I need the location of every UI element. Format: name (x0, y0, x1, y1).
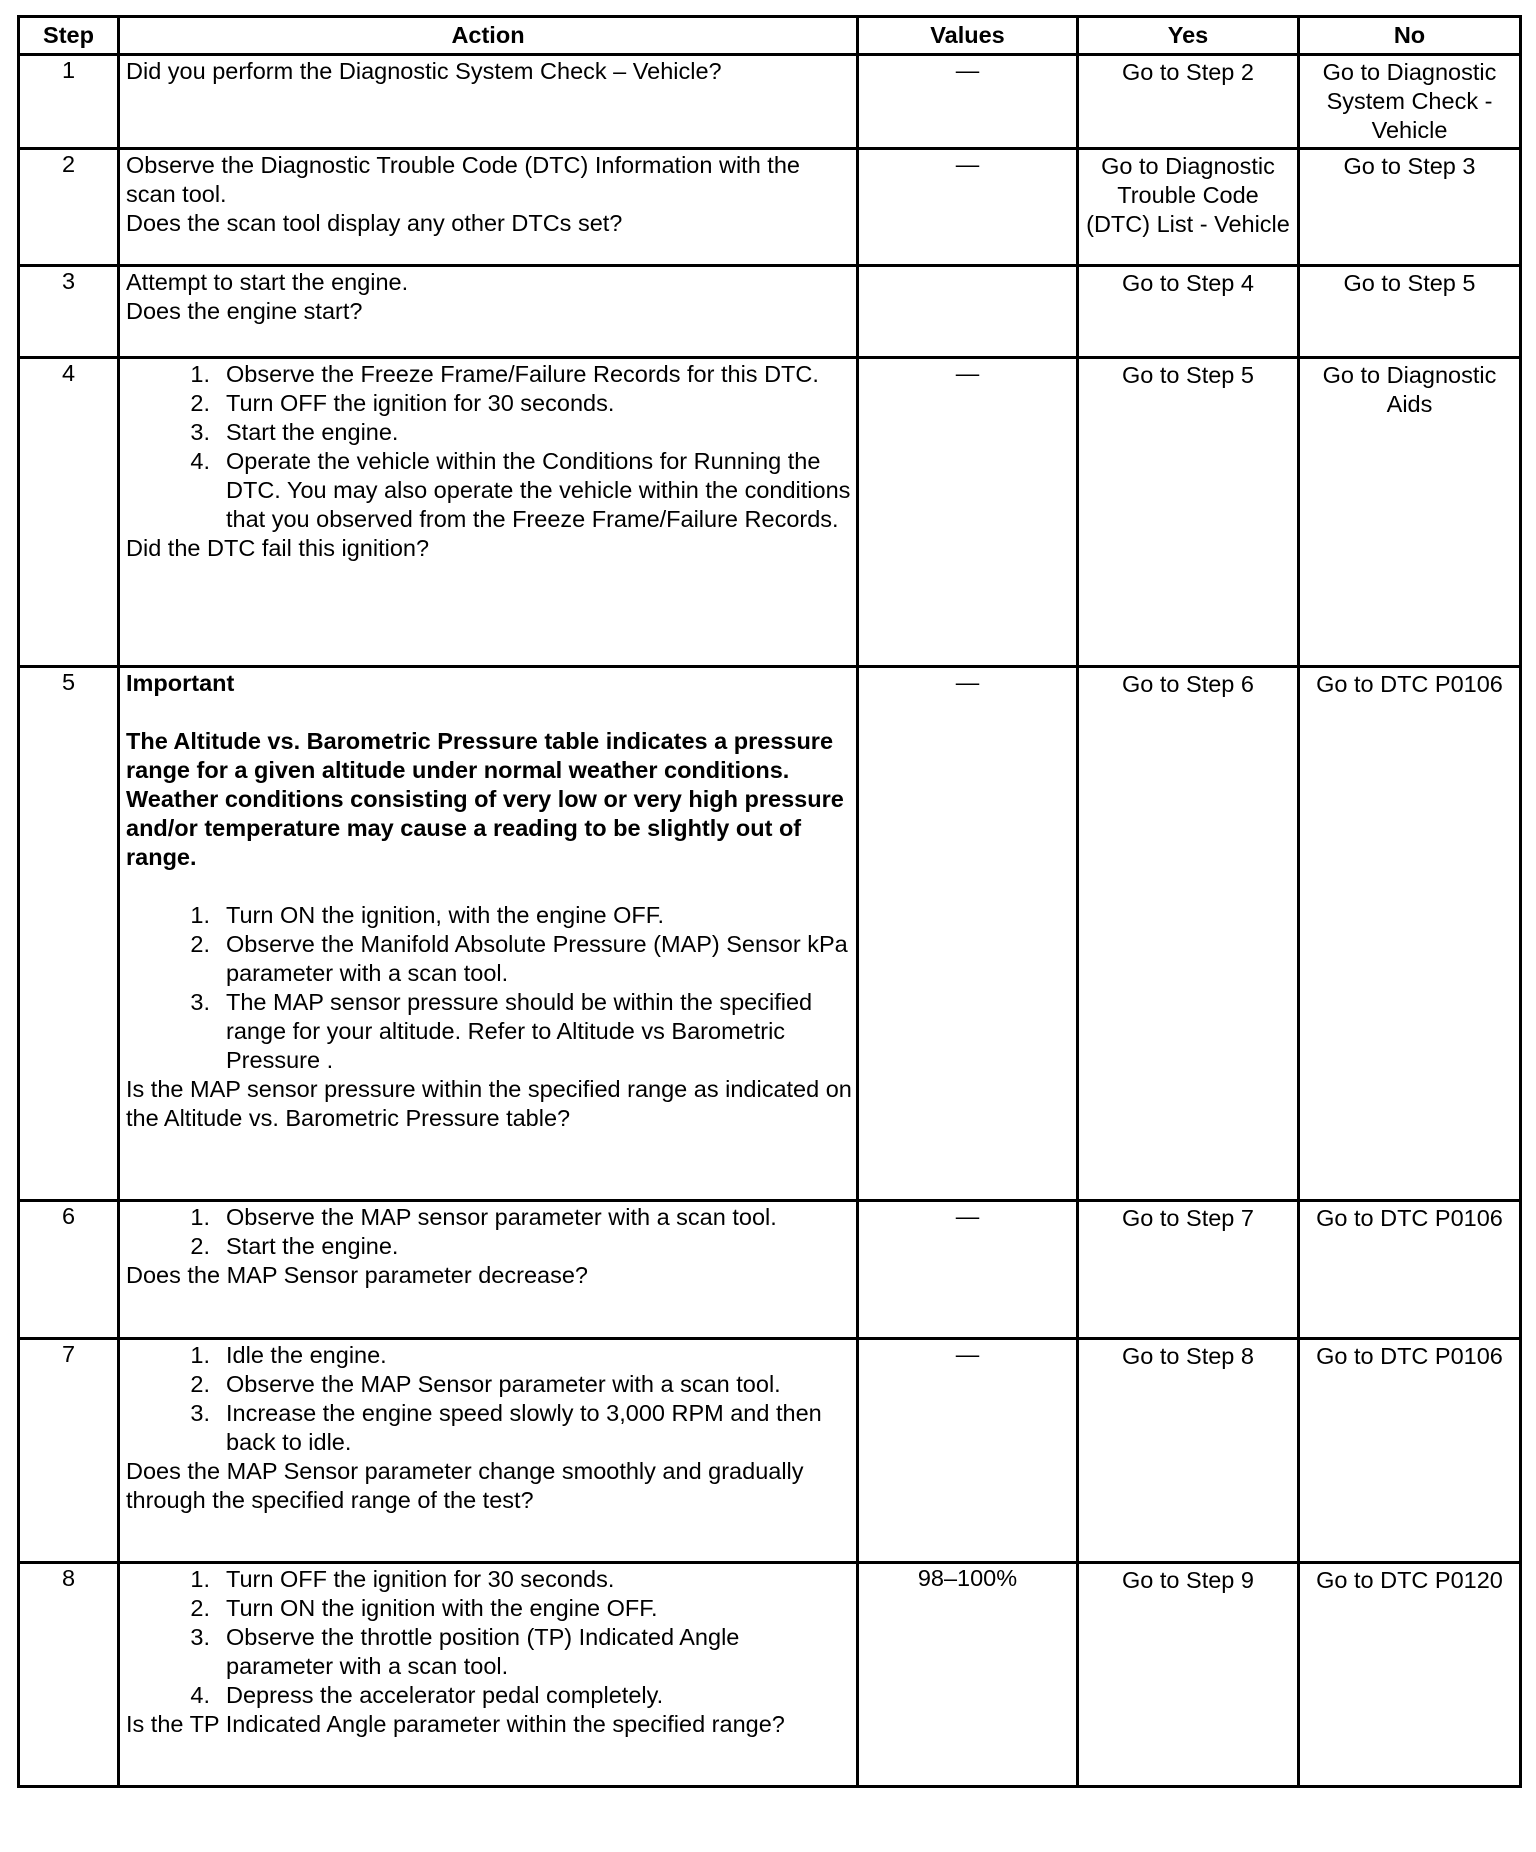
list-item: 2. Start the engine. (190, 1233, 399, 1259)
yes-cell (1078, 1339, 1299, 1563)
table-row (19, 1563, 1521, 1787)
yes-cell (1078, 149, 1299, 266)
step-number: 7 (19, 1339, 119, 1563)
action-text: Observe the Diagnostic Trouble Code (DTC) Information with the scan tool. (126, 152, 800, 207)
step-number: 3 (19, 266, 119, 358)
no-cell (1299, 1563, 1521, 1787)
no-cell (1299, 1339, 1521, 1563)
list-item: 2. Observe the Manifold Absolute Pressure (MAP) Sensor kPa parameter with a scan tool. (190, 931, 848, 986)
action-cell (119, 266, 858, 358)
list-item: 3. Start the engine. (190, 419, 399, 445)
yes-cell (1078, 266, 1299, 358)
no-cell (1299, 667, 1521, 1201)
action-question: Is the TP Indicated Angle parameter within the specified range? (126, 1711, 785, 1737)
step-number: 6 (19, 1201, 119, 1339)
table-row (19, 55, 1521, 149)
step-number: 8 (19, 1563, 119, 1787)
action-cell (119, 358, 858, 667)
header-values: Values (858, 17, 1078, 55)
values-cell (858, 266, 1078, 358)
action-question: Does the scan tool display any other DTCs set? (126, 210, 623, 236)
action-question: Does the engine start? (126, 298, 363, 324)
table-row (19, 1201, 1521, 1339)
table-row (19, 1339, 1521, 1563)
yes-cell (1078, 55, 1299, 149)
action-list (126, 1565, 852, 1710)
action-cell (119, 667, 858, 1201)
action-question: Did the DTC fail this ignition? (126, 535, 430, 561)
values-cell: — (858, 358, 1078, 667)
header-no: No (1299, 17, 1521, 55)
step-number: 1 (19, 55, 119, 149)
values-cell: 98–100% (858, 1563, 1078, 1787)
no-link[interactable]: Go to Diagnostic Aids (1322, 362, 1497, 417)
yes-cell (1078, 1563, 1299, 1787)
no-link[interactable]: Go to Step 5 (1343, 270, 1476, 296)
list-item: 1. Observe the Freeze Frame/Failure Records for this DTC. (190, 361, 819, 387)
table-row (19, 358, 1521, 667)
header-row (19, 17, 1521, 55)
yes-link[interactable]: Go to Diagnostic Trouble Code (DTC) List - Vehicle (1086, 153, 1290, 237)
important-note: The Altitude vs. Barometric Pressure table indicates a pressure range for a given altitude under normal weather conditions. Weather conditions consisting of very low or very high pressure and/or temperature may cause a reading to be slightly out of range. (126, 728, 844, 870)
action-list (126, 1203, 852, 1261)
no-cell (1299, 266, 1521, 358)
yes-cell (1078, 667, 1299, 1201)
yes-link[interactable]: Go to Step 4 (1122, 270, 1254, 296)
no-cell (1299, 358, 1521, 667)
step-number: 2 (19, 149, 119, 266)
step-number: 5 (19, 667, 119, 1201)
no-cell (1299, 55, 1521, 149)
yes-cell (1078, 358, 1299, 667)
header-action: Action (119, 17, 858, 55)
yes-link[interactable]: Go to Step 5 (1122, 362, 1254, 388)
action-list (126, 360, 852, 534)
list-item: 1. Observe the MAP sensor parameter with a scan tool. (190, 1204, 777, 1230)
no-cell (1299, 1201, 1521, 1339)
list-item: 2. Observe the MAP Sensor parameter with a scan tool. (190, 1371, 781, 1397)
header-yes: Yes (1078, 17, 1299, 55)
action-list (126, 901, 852, 1075)
action-cell (119, 149, 858, 266)
no-link[interactable]: Go to DTC P0106 (1316, 1205, 1503, 1231)
yes-link[interactable]: Go to Step 6 (1122, 671, 1254, 697)
no-link[interactable]: Go to Step 3 (1343, 153, 1476, 179)
table-row (19, 667, 1521, 1201)
header-step: Step (19, 17, 119, 55)
list-item: 3. Increase the engine speed slowly to 3,000 RPM and then back to idle. (190, 1400, 822, 1455)
list-item: 3. Observe the throttle position (TP) Indicated Angle parameter with a scan tool. (190, 1624, 740, 1679)
list-item: 1. Turn OFF the ignition for 30 seconds. (190, 1566, 615, 1592)
values-cell: — (858, 55, 1078, 149)
no-link[interactable]: Go to DTC P0106 (1316, 1343, 1503, 1369)
list-item: 2. Turn OFF the ignition for 30 seconds. (190, 390, 615, 416)
diagnostic-table (17, 15, 1522, 1788)
values-cell: — (858, 667, 1078, 1201)
list-item: 2. Turn ON the ignition with the engine OFF. (190, 1595, 658, 1621)
yes-link[interactable]: Go to Step 9 (1122, 1567, 1254, 1593)
list-item: 3. The MAP sensor pressure should be within the specified range for your altitude. Refer to Altitude vs Barometric Pressure . (190, 989, 813, 1073)
values-cell: — (858, 1339, 1078, 1563)
important-title: Important (126, 670, 235, 696)
action-cell (119, 55, 858, 149)
list-item: 4. Operate the vehicle within the Conditions for Running the DTC. You may also operate the vehicle within the conditions that you observed from the Freeze Frame/Failure Records. (190, 448, 851, 532)
yes-cell (1078, 1201, 1299, 1339)
action-cell (119, 1201, 858, 1339)
list-item: 1. Idle the engine. (190, 1342, 387, 1368)
yes-link[interactable]: Go to Step 7 (1122, 1205, 1254, 1231)
yes-link[interactable]: Go to Step 2 (1122, 59, 1254, 85)
action-text: Attempt to start the engine. (126, 269, 409, 295)
action-cell (119, 1563, 858, 1787)
yes-link[interactable]: Go to Step 8 (1122, 1343, 1254, 1369)
values-cell: — (858, 1201, 1078, 1339)
table-row (19, 149, 1521, 266)
no-link[interactable]: Go to Diagnostic System Check - Vehicle (1322, 59, 1497, 143)
action-cell (119, 1339, 858, 1563)
list-item: 1. Turn ON the ignition, with the engine OFF. (190, 902, 665, 928)
action-question: Does the MAP Sensor parameter change smoothly and gradually through the specified range of the test? (126, 1458, 804, 1513)
action-question: Does the MAP Sensor parameter decrease? (126, 1262, 588, 1288)
no-link[interactable]: Go to DTC P0120 (1316, 1567, 1503, 1593)
action-question: Is the MAP sensor pressure within the specified range as indicated on the Altitude vs. Barometric Pressure table? (126, 1076, 852, 1131)
action-text: Did you perform the Diagnostic System Check – Vehicle? (126, 58, 722, 84)
values-cell: — (858, 149, 1078, 266)
no-link[interactable]: Go to DTC P0106 (1316, 671, 1503, 697)
list-item: 4. Depress the accelerator pedal completely. (190, 1682, 664, 1708)
no-cell (1299, 149, 1521, 266)
step-number: 4 (19, 358, 119, 667)
table-row (19, 266, 1521, 358)
action-list (126, 1341, 852, 1457)
